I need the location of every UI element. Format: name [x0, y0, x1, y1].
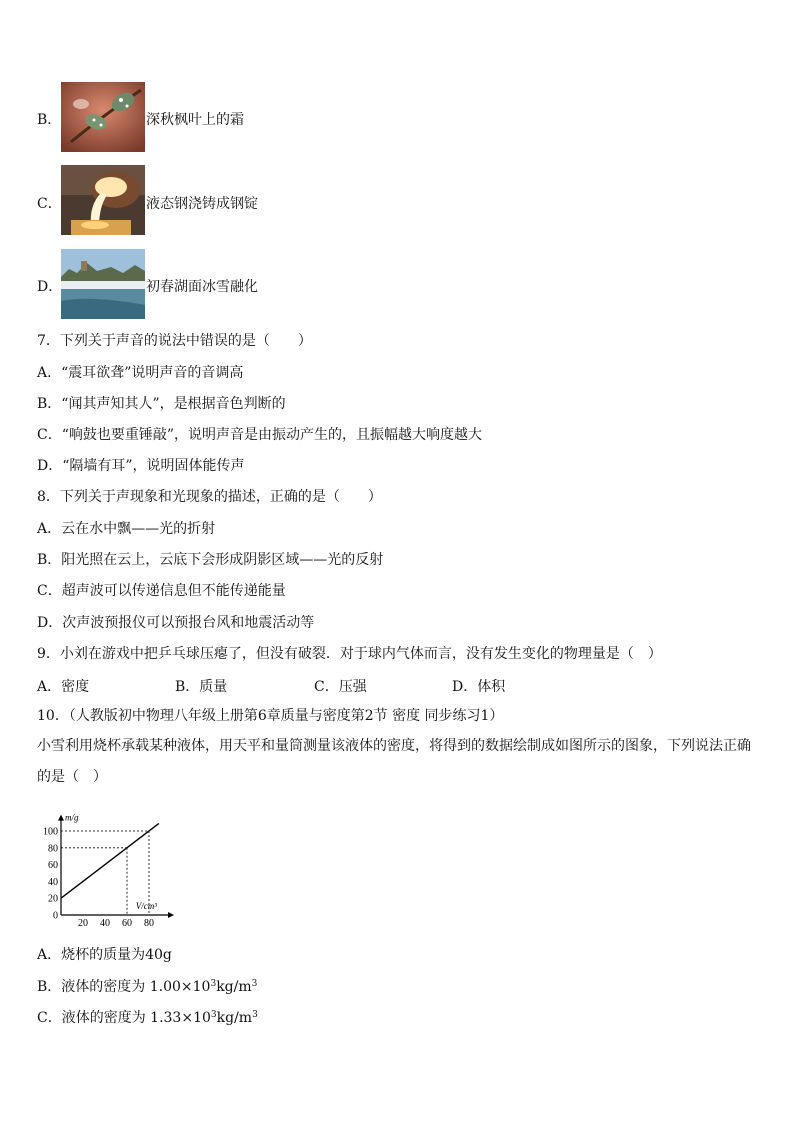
q10-option-b — [37, 978, 257, 996]
y-tick-label: 0 — [53, 910, 58, 922]
q9-option-c: C．压强 — [314, 679, 367, 695]
x-axis-arrow — [168, 912, 174, 918]
x-tick-label: 40 — [100, 918, 110, 929]
q9-option-b: B．质量 — [175, 679, 228, 695]
q10-option-b-prefix: B．液体的密度为 1.00×10 — [37, 979, 211, 995]
y-tick-label: 40 — [48, 876, 58, 888]
q10-stem: 小雪利用烧杯承载某种液体，用天平和量筒测量该液体的密度，将得到的数据绘制成如图所示的图象，下列说法正确的是（ ） — [37, 738, 751, 785]
q7-option-d: D．“隔墙有耳”，说明固体能传声 — [37, 458, 245, 474]
q7-stem: 7．下列关于声音的说法中错误的是（ ） — [37, 333, 312, 349]
y-tick-label: 60 — [48, 860, 58, 872]
q6-option-c-text: 液态钢浇铸成钢锭 — [146, 196, 258, 212]
y-tick-label: 80 — [48, 843, 58, 855]
data-series-line — [61, 823, 159, 898]
y-axis-arrow — [58, 815, 64, 821]
mass-volume-chart — [37, 800, 197, 930]
x-tick-label: 80 — [144, 918, 154, 929]
q10-option-c-prefix: C．液体的密度为 1.33×10 — [37, 1010, 211, 1026]
q8-option-a: A．云在水中飘——光的折射 — [37, 521, 216, 537]
y-tick-label: 20 — [48, 893, 58, 905]
y-tick-label: 100 — [43, 826, 58, 838]
q7-option-a: A．“震耳欲聋”说明声音的音调高 — [37, 365, 244, 381]
x-tick-label: 20 — [78, 918, 88, 929]
q7-option-b: B．“闻其声知其人”，是根据音色判断的 — [37, 396, 286, 412]
q10-source: 10．（人教版初中物理八年级上册第6章质量与密度第2节 密度 同步练习1） — [37, 708, 504, 724]
x-tick-label: 60 — [122, 918, 132, 929]
q10-option-c-unit-exp: 3 — [252, 1010, 258, 1020]
q10-option-c-unit: kg/m — [216, 1010, 253, 1026]
q10-option-b-unit-exp: 3 — [251, 979, 258, 989]
molten-steel-photo — [61, 165, 145, 235]
q10-option-c-exp: 3 — [210, 1010, 217, 1020]
q6-option-c-label: C． — [37, 196, 62, 212]
q6-option-b-text: 深秋枫叶上的霜 — [146, 112, 244, 128]
q10-option-b-exp: 3 — [210, 979, 217, 989]
q8-option-d: D．次声波预报仪可以预报台风和地震活动等 — [37, 615, 315, 631]
melting-lake-photo — [61, 249, 145, 319]
q6-option-d-text: 初春湖面冰雪融化 — [146, 279, 258, 295]
q9-option-a: A．密度 — [37, 679, 90, 695]
q9-stem: 9．小刘在游戏中把乒乓球压瘪了，但没有破裂．对于球内气体而言，没有发生变化的物理量是（ ） — [37, 646, 662, 662]
q10-option-c — [37, 1009, 258, 1027]
q10-option-b-unit: kg/m — [216, 979, 252, 995]
x-axis-label: V/cm³ — [135, 901, 158, 911]
y-axis-label: m/g — [65, 812, 79, 823]
q7-option-c: C．“响鼓也要重锤敲”，说明声音是由振动产生的，且振幅越大响度越大 — [37, 427, 483, 443]
q6-option-d-label: D． — [37, 279, 63, 295]
q8-option-b: B．阳光照在云上，云底下会形成阴影区域——光的反射 — [37, 552, 384, 568]
q6-option-b-label: B． — [37, 112, 62, 128]
q8-stem: 8．下列关于声现象和光现象的描述，正确的是（ ） — [37, 489, 382, 505]
q8-option-c: C．超声波可以传递信息但不能传递能量 — [37, 583, 286, 599]
q9-option-d: D．体积 — [452, 679, 506, 695]
q10-option-a: A．烧杯的质量为40g — [37, 947, 172, 963]
frost-leaf-photo — [61, 82, 145, 152]
